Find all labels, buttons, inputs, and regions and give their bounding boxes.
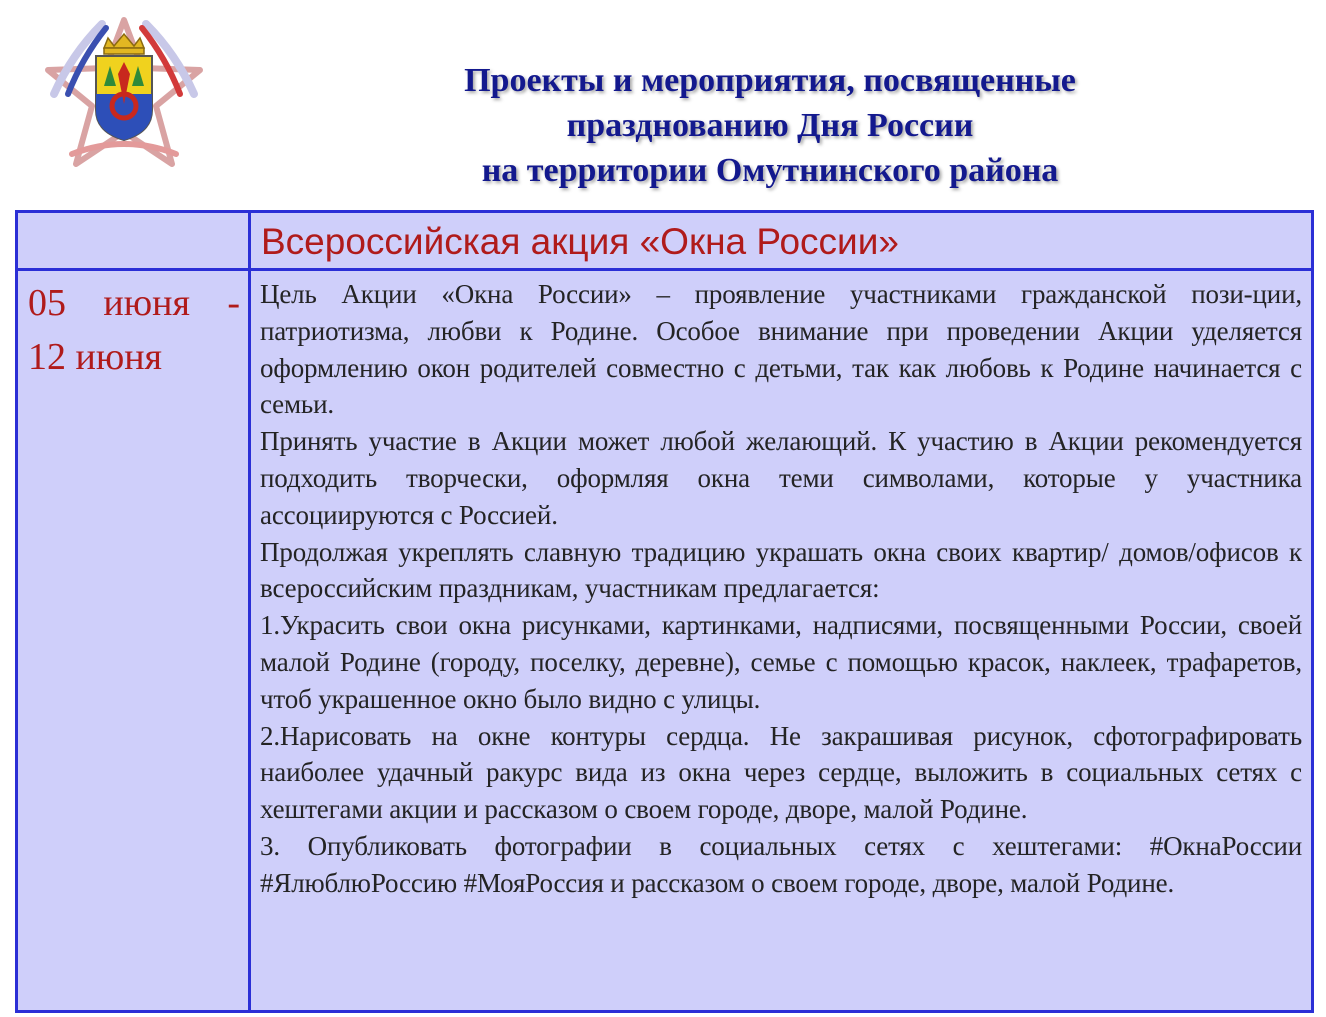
description-paragraph: Цель Акции «Окна России» – проявление участниками гражданской пози-ции, патриотизма, любви к Родине. Особое внимание при проведении Акции уделяется оформлению окон родителей совместно с детьми, так как любовь к Родине начинается с семьи. bbox=[260, 279, 1302, 420]
date-end: 12 июня bbox=[28, 336, 163, 378]
date-start: 05 июня - bbox=[28, 282, 240, 324]
title-line: празднованию Дня России bbox=[566, 107, 974, 144]
district-emblem-logo bbox=[42, 14, 206, 172]
event-title: Всероссийская акция «Окна России» bbox=[261, 221, 899, 262]
page-title bbox=[330, 58, 1210, 193]
event-dates bbox=[28, 276, 240, 384]
table-column-divider bbox=[248, 210, 251, 1013]
table-row-divider bbox=[15, 268, 1314, 271]
event-description bbox=[260, 276, 1302, 902]
description-paragraph: Продолжая укреплять славную традицию украшать окна своих квартир/ домов/офисов к всероссийским праздникам, участникам предлагается: bbox=[260, 536, 1302, 604]
title-line: на территории Омутнинского района bbox=[481, 152, 1059, 189]
title-line: Проекты и мероприятия, посвященные bbox=[464, 62, 1076, 99]
description-paragraph: 3. Опубликовать фотографии в социальных сетях с хештегами: #ОкнаРоссии #ЯлюблюРоссию #МояРоссия и рассказом о своем городе, дворе, малой Родине. bbox=[260, 830, 1302, 898]
description-paragraph: 2.Нарисовать на окне контуры сердца. Не закрашивая рисунок, сфотографировать наиболее удачный ракурс вида из окна через сердце, выложить в социальных сетях с хештегами акции и рассказом о своем городе, дворе, малой Родине. bbox=[260, 720, 1302, 825]
description-paragraph: 1.Украсить свои окна рисунками, картинками, надписями, посвященными России, своей малой Родине (городу, поселку, деревне), семье с помощью красок, наклеек, трафаретов, чтоб украшенное окно было видно с улицы. bbox=[260, 610, 1302, 714]
description-paragraph: Принять участие в Акции может любой желающий. К участию в Акции рекомендуется подходить творчески, оформляя окна теми символами, которые у участника ассоциируются с Россией. bbox=[260, 426, 1302, 530]
